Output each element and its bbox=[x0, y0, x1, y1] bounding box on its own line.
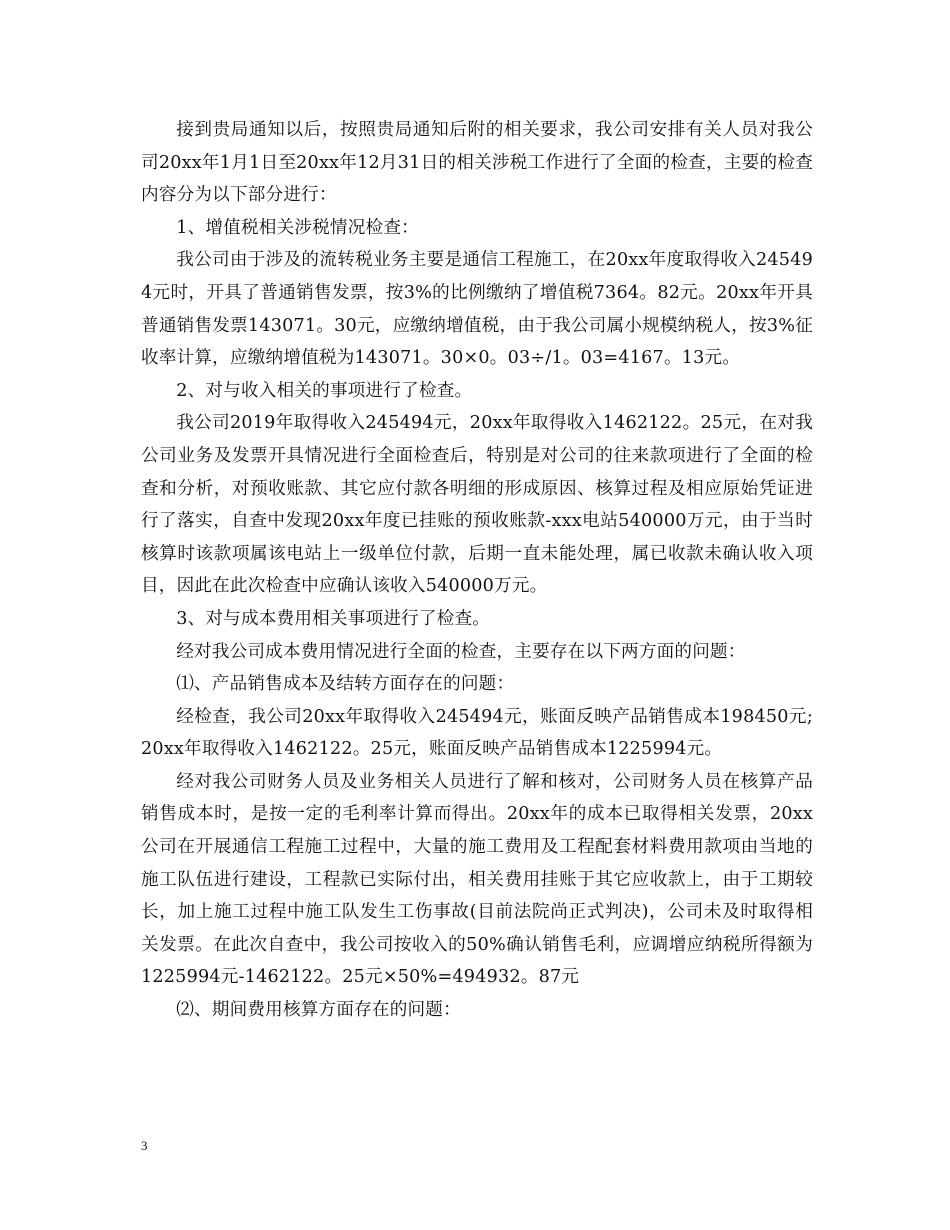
heading-cost-check: 3、对与成本费用相关事项进行了检查。 bbox=[176, 608, 491, 629]
heading-vat-check: 1、增值税相关涉税情况检查： bbox=[176, 217, 419, 238]
page-number: 3 bbox=[141, 1138, 148, 1153]
paragraph-sales-cost-figures: 经检查，我公司20xx年取得收入245494元，账面反映产品销售成本198450元;20xx年取得收入1462122。25元，账面反映产品销售成本1225994元。 bbox=[141, 706, 813, 760]
paragraph-cost-summary: 经对我公司成本费用情况进行全面的检查，主要存在以下两方面的问题： bbox=[176, 641, 746, 662]
paragraph-sales-cost-analysis: 经对我公司财务人员及业务相关人员进行了解和核对，公司财务人员在核算产品销售成本时，是按一定的毛利率计算而得出。20xx年的成本已取得相关发票，20xx公司在开展通信工程施工过程中，大量的施工费用及工程配套材料费用款项由当地的施工队伍进行建设，工程款已实际付出，相关费用挂账于其它应收款上，由于工期较长，加上施工过程中施工队发生工伤事故(目前法院尚正式判决)，公司未及时取得相关发票。在此次自查中，我公司按收入的50%确认销售毛利，应调增应纳税所得额为1225994元-1462122。25元×50%=494932。87元 bbox=[141, 771, 813, 988]
subheading-sales-cost: ⑴、产品销售成本及结转方面存在的问题： bbox=[176, 674, 515, 695]
document-body bbox=[141, 114, 813, 1027]
heading-income-check: 2、对与收入相关的事项进行了检查。 bbox=[176, 380, 473, 401]
paragraph-income-details: 我公司2019年取得收入245494元，20xx年取得收入1462122。25元，在对我公司业务及发票开具情况进行全面检查后，特别是对公司的往来款项进行了全面的检查和分析，对预收账款、其它应付款各明细的形成原因、核算过程及相应原始凭证进行了落实，自查中发现20xx年度已挂账的预收账款-xxx电站540000万元，由于当时核算时该款项属该电站上一级单位付款，后期一直未能处理，属已收款未确认收入项目，因此在此次检查中应确认该收入540000万元。 bbox=[141, 413, 813, 597]
paragraph-vat-details: 我公司由于涉及的流转税业务主要是通信工程施工，在20xx年度取得收入245494元时，开具了普通销售发票，按3%的比例缴纳了增值税7364。82元。20xx年开具普通销售发票143071。30元，应缴纳增值税，由于我公司属小规模纳税人，按3%征收率计算，应缴纳增值税为143071。30×0。03÷/1。03=4167。13元。 bbox=[141, 250, 813, 369]
paragraph-intro: 接到贵局通知以后，按照贵局通知后附的相关要求，我公司安排有关人员对我公司20xx年1月1日至20xx年12月31日的相关涉税工作进行了全面的检查，主要的检查内容分为以下部分进行： bbox=[141, 120, 813, 206]
subheading-period-expenses: ⑵、期间费用核算方面存在的问题： bbox=[176, 1000, 461, 1021]
